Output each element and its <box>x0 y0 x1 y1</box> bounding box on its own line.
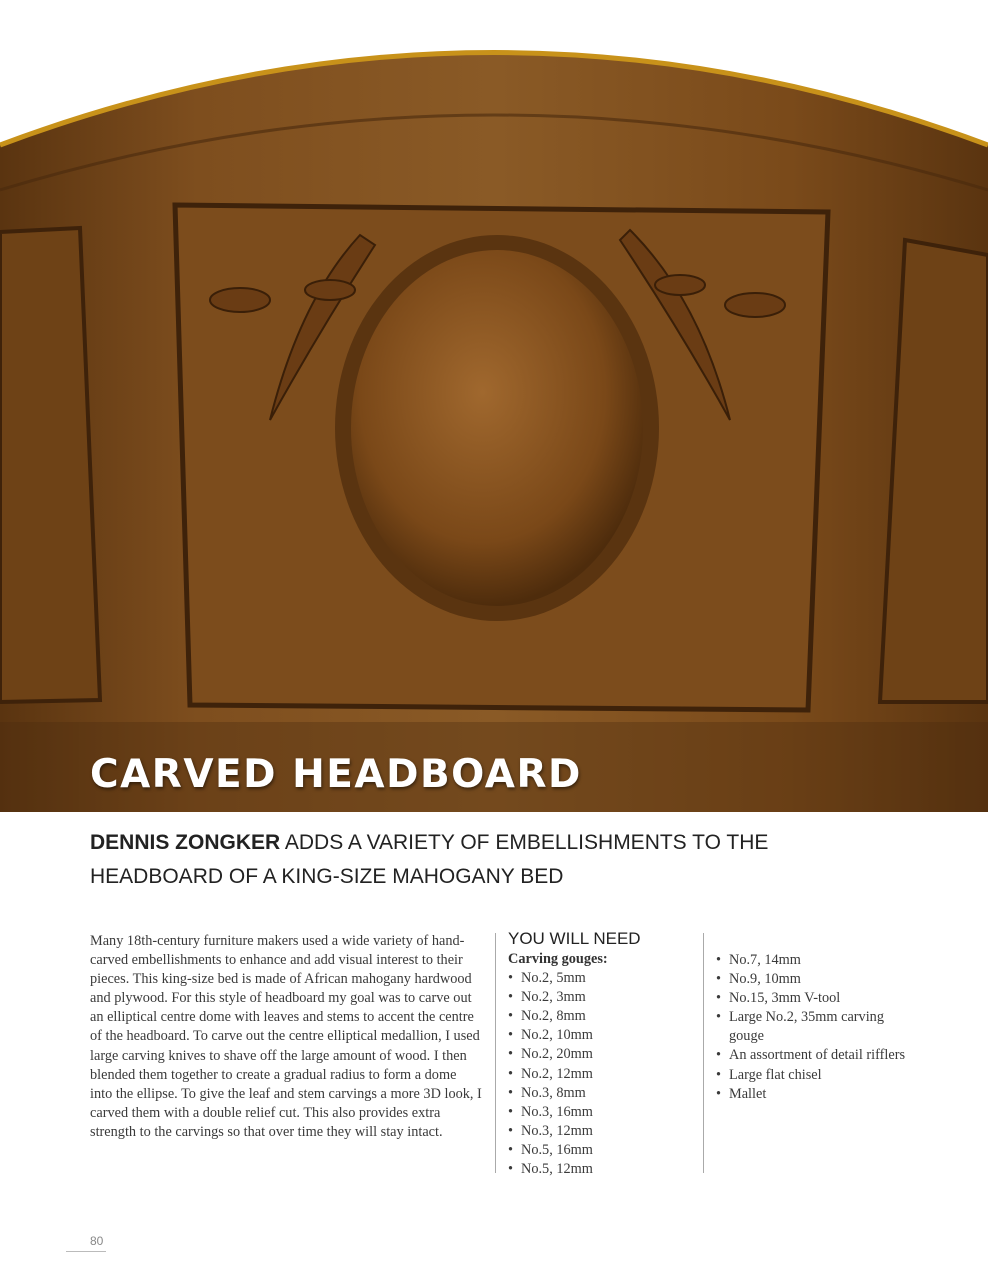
article-body: Many 18th-century furniture makers used a wide variety of hand-carved embellishments to enhance and add visual interest to their pieces. This king-size bed is made of African mahogany hardwood and plywood. For this style of headboard my goal was to carve out an elliptical centre dome with leaves and stems to accent the centre of the headboard. To carve out the centre elliptical medallion, I used large carving knives to shave off the large amount of wood. I then blended them together to create a gradual radius to form a dome into the ellipse. To give the leaf and stem carvings a more 3D look, I carved them with a double relief cut. This also provides extra strength to the carvings so that over time they will stay intact. <box>90 933 482 1140</box>
tool-list-item: • Large flat chisel <box>716 1066 906 1085</box>
tool-list-item: • No.15, 3mm V-tool <box>716 989 906 1008</box>
you-will-need-box <box>508 928 698 1179</box>
page-number-rule <box>66 1251 106 1252</box>
tool-list-item: • No.3, 12mm <box>508 1122 698 1141</box>
tool-list-item: • No.9, 10mm <box>716 970 906 989</box>
tool-list-item: • No.2, 8mm <box>508 1007 698 1026</box>
page-number: 80 <box>90 1234 104 1248</box>
tool-list-item: • No.7, 14mm <box>716 951 906 970</box>
tool-list-item: • No.2, 3mm <box>508 988 698 1007</box>
tool-list-item: • Large No.2, 35mm carving gouge <box>716 1008 906 1046</box>
tool-list <box>508 969 698 1179</box>
carving-gouges-subheading: Carving gouges: <box>508 951 608 967</box>
author-name: DENNIS ZONGKER <box>90 831 281 854</box>
tool-list-item: • No.2, 12mm <box>508 1065 698 1084</box>
tool-list-item: • No.3, 16mm <box>508 1103 698 1122</box>
tool-list-item: • Mallet <box>716 1085 906 1104</box>
article-title: CARVED HEADBOARD <box>90 752 582 797</box>
article-deck <box>90 826 790 894</box>
tool-list <box>716 951 906 1104</box>
tool-list-item: • No.2, 10mm <box>508 1026 698 1045</box>
deck-text: ADDS A VARIETY OF EMBELLISHMENTS TO THE HEADBOARD OF A KING-SIZE MAHOGANY BED <box>90 831 769 888</box>
tool-list-item: • No.2, 5mm <box>508 969 698 988</box>
column-divider <box>495 933 496 1173</box>
column-divider <box>703 933 704 1173</box>
you-will-need-box-continued <box>716 951 906 1104</box>
tool-list-item: • No.3, 8mm <box>508 1084 698 1103</box>
tool-list-item: • No.2, 20mm <box>508 1045 698 1064</box>
tool-list-item: • An assortment of detail rifflers <box>716 1046 906 1065</box>
you-will-need-heading: YOU WILL NEED <box>508 929 641 948</box>
tool-list-item: • No.5, 16mm <box>508 1141 698 1160</box>
tool-list-item: • No.5, 12mm <box>508 1160 698 1179</box>
